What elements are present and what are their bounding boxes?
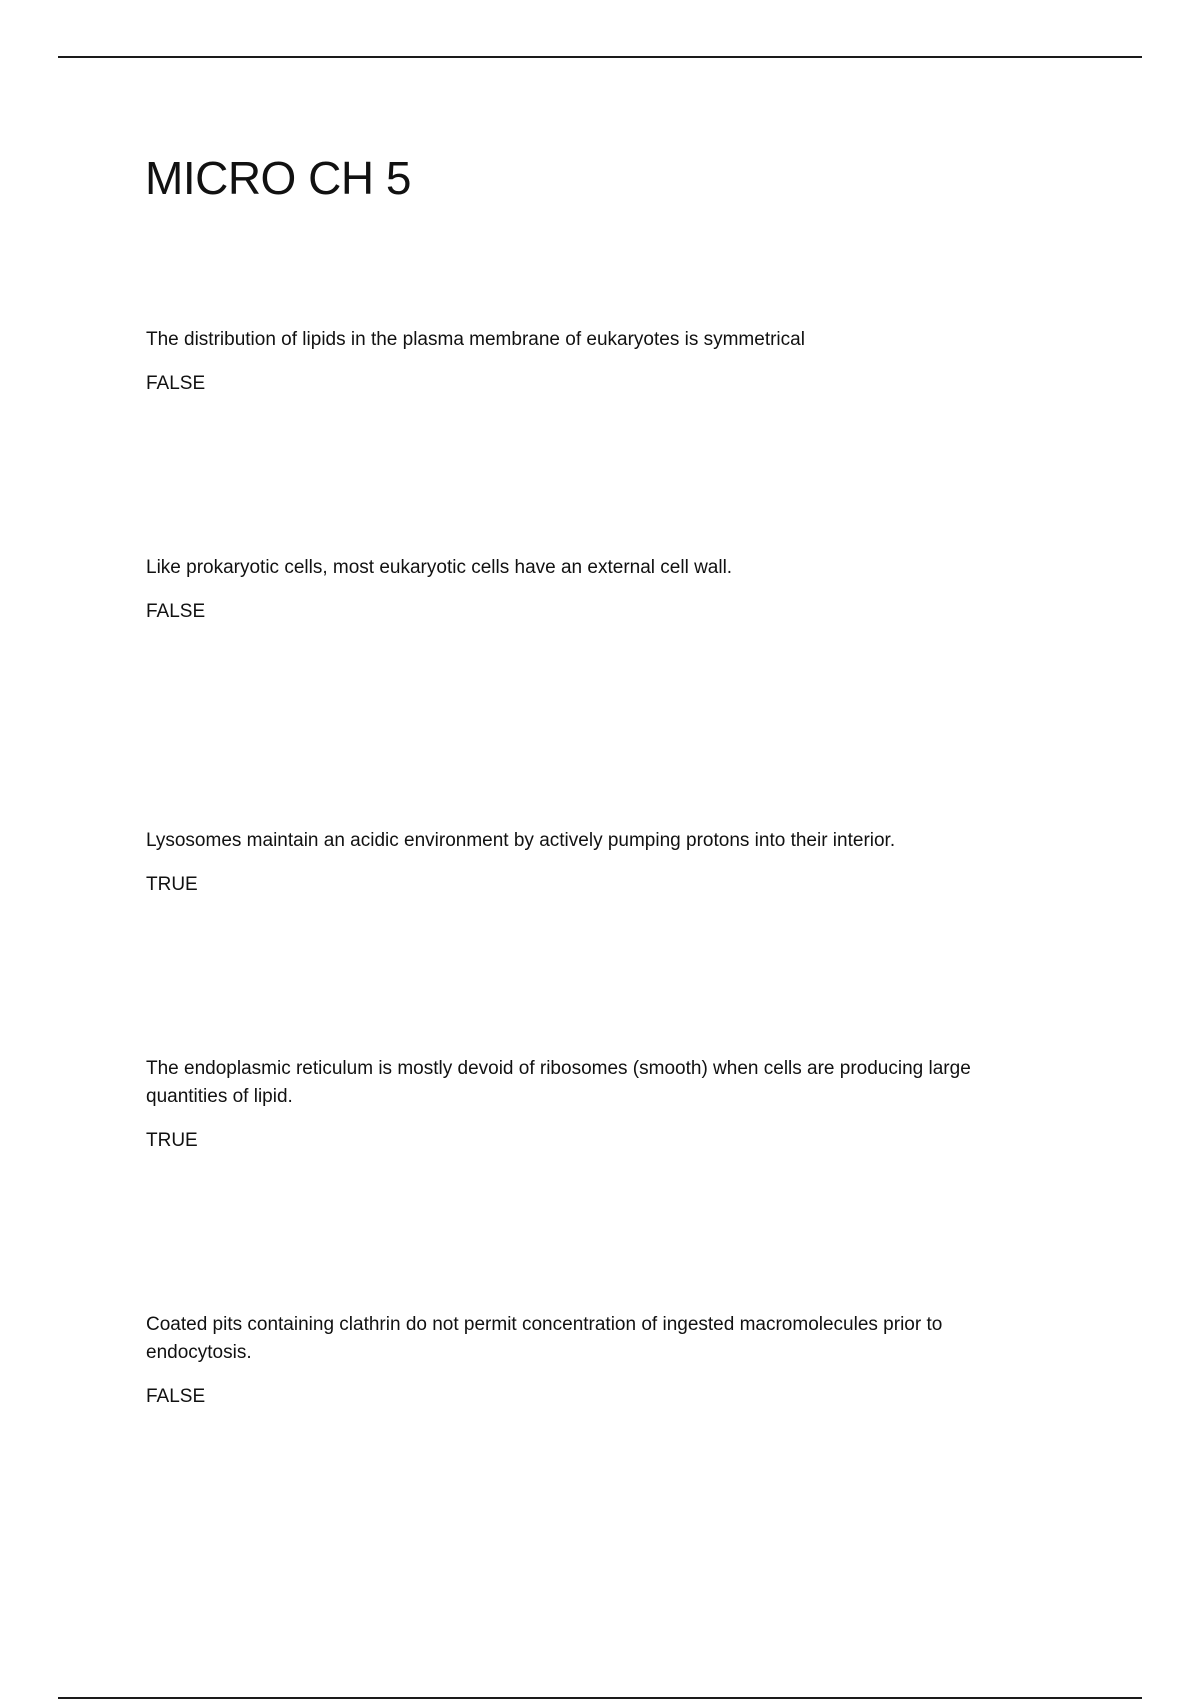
question-text: Lysosomes maintain an acidic environment by actively pumping protons into their interior. <box>146 830 896 851</box>
answer-text: FALSE <box>146 601 206 622</box>
answer-text: FALSE <box>146 1386 206 1407</box>
question-text: Like prokaryotic cells, most eukaryotic cells have an external cell wall. <box>146 557 733 578</box>
question-text: The distribution of lipids in the plasma membrane of eukaryotes is symmetrical <box>146 329 805 350</box>
answer-text: TRUE <box>146 874 198 895</box>
header-divider <box>58 56 1142 58</box>
answer-text: FALSE <box>146 373 206 394</box>
question-text: The endoplasmic reticulum is mostly devoid of ribosomes (smooth) when cells are producing large quantities of lipid. <box>146 1058 971 1107</box>
question-text: Coated pits containing clathrin do not permit concentration of ingested macromolecules prior to endocytosis. <box>146 1314 943 1363</box>
footer-divider <box>58 1697 1142 1699</box>
qa-item-5 <box>146 1311 1046 1411</box>
qa-item-3 <box>146 827 1046 899</box>
page-title: MICRO CH 5 <box>145 152 411 204</box>
qa-item-4 <box>146 1055 1046 1155</box>
qa-item-2 <box>146 554 1046 626</box>
answer-text: TRUE <box>146 1130 198 1151</box>
qa-item-1 <box>146 326 1046 398</box>
